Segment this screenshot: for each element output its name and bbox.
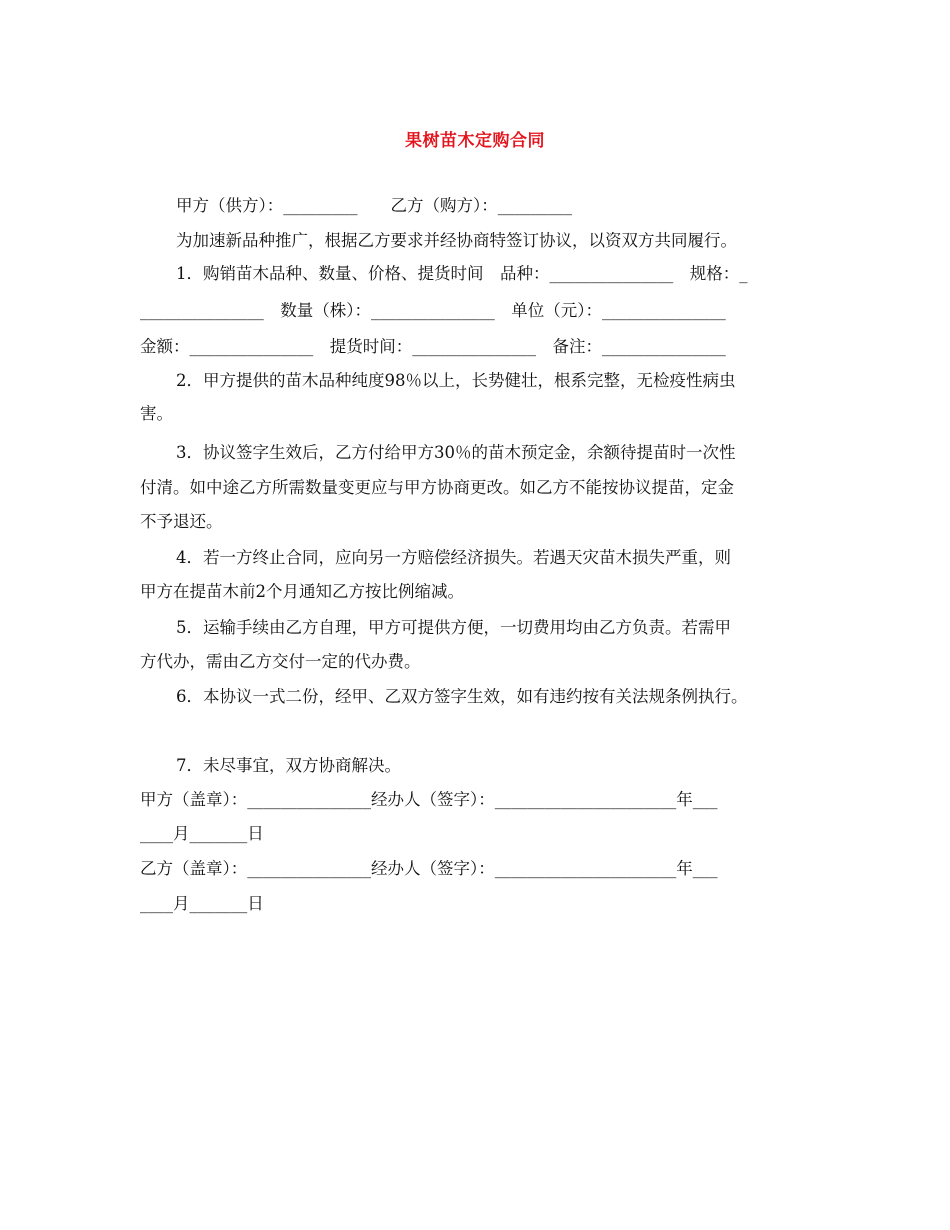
- party-a-signature-line: 甲方（盖章）：_______________经办人（签字）：______________________年___: [140, 790, 718, 809]
- clause-3-line-3: 不予退还。: [140, 512, 223, 531]
- document-title: 果树苗木定购合同: [405, 131, 545, 151]
- clause-2-line-1: 2．甲方提供的苗木品种纯度98％以上，长势健壮，根系完整，无检疫性病虫: [176, 371, 736, 390]
- clause-2-line-2: 害。: [140, 404, 173, 423]
- intro-paragraph: 为加速新品种推广，根据乙方要求并经协商特签订协议，以资双方共同履行。: [176, 231, 737, 250]
- clause-1-line-1: 1．购销苗木品种、数量、价格、提货时间 品种：_______________ 规格：_: [176, 264, 748, 283]
- party-b-date-line: ____月_______日: [140, 894, 264, 913]
- clause-5-line-1: 5．运输手续由乙方自理，甲方可提供方便，一切费用均由乙方负责。若需甲: [176, 618, 731, 637]
- clause-3-line-1: 3．协议签字生效后，乙方付给甲方30％的苗木预定金，余额待提苗时一次性: [176, 443, 736, 462]
- clause-1-line-3: 金额：_______________ 提货时间：_______________ 备注：_______________: [140, 337, 726, 356]
- party-b-signature-line: 乙方（盖章）：_______________经办人（签字）：______________________年___: [140, 859, 718, 878]
- party-line: 甲方（供方）：_________ 乙方（购方）：_________: [176, 196, 572, 215]
- clause-1-line-2: _______________ 数量（株）：_______________ 单位（元）：_______________: [140, 301, 726, 320]
- clause-4-line-1: 4．若一方终止合同，应向另一方赔偿经济损失。若遇天灾苗木损失严重，则: [176, 548, 731, 567]
- party-a-date-line: ____月_______日: [140, 824, 264, 843]
- clause-7-line-1: 7．未尽事宜，双方协商解决。: [176, 756, 401, 775]
- clause-3-line-2: 付清。如中途乙方所需数量变更应与甲方协商更改。如乙方不能按协议提苗，定金: [140, 478, 734, 497]
- clause-4-line-2: 甲方在提苗木前2个月通知乙方按比例缩减。: [140, 582, 464, 601]
- clause-6-line-1: 6．本协议一式二份，经甲、乙双方签字生效，如有违约按有关法规条例执行。: [176, 687, 748, 706]
- clause-5-line-2: 方代办，需由乙方交付一定的代办费。: [140, 652, 421, 671]
